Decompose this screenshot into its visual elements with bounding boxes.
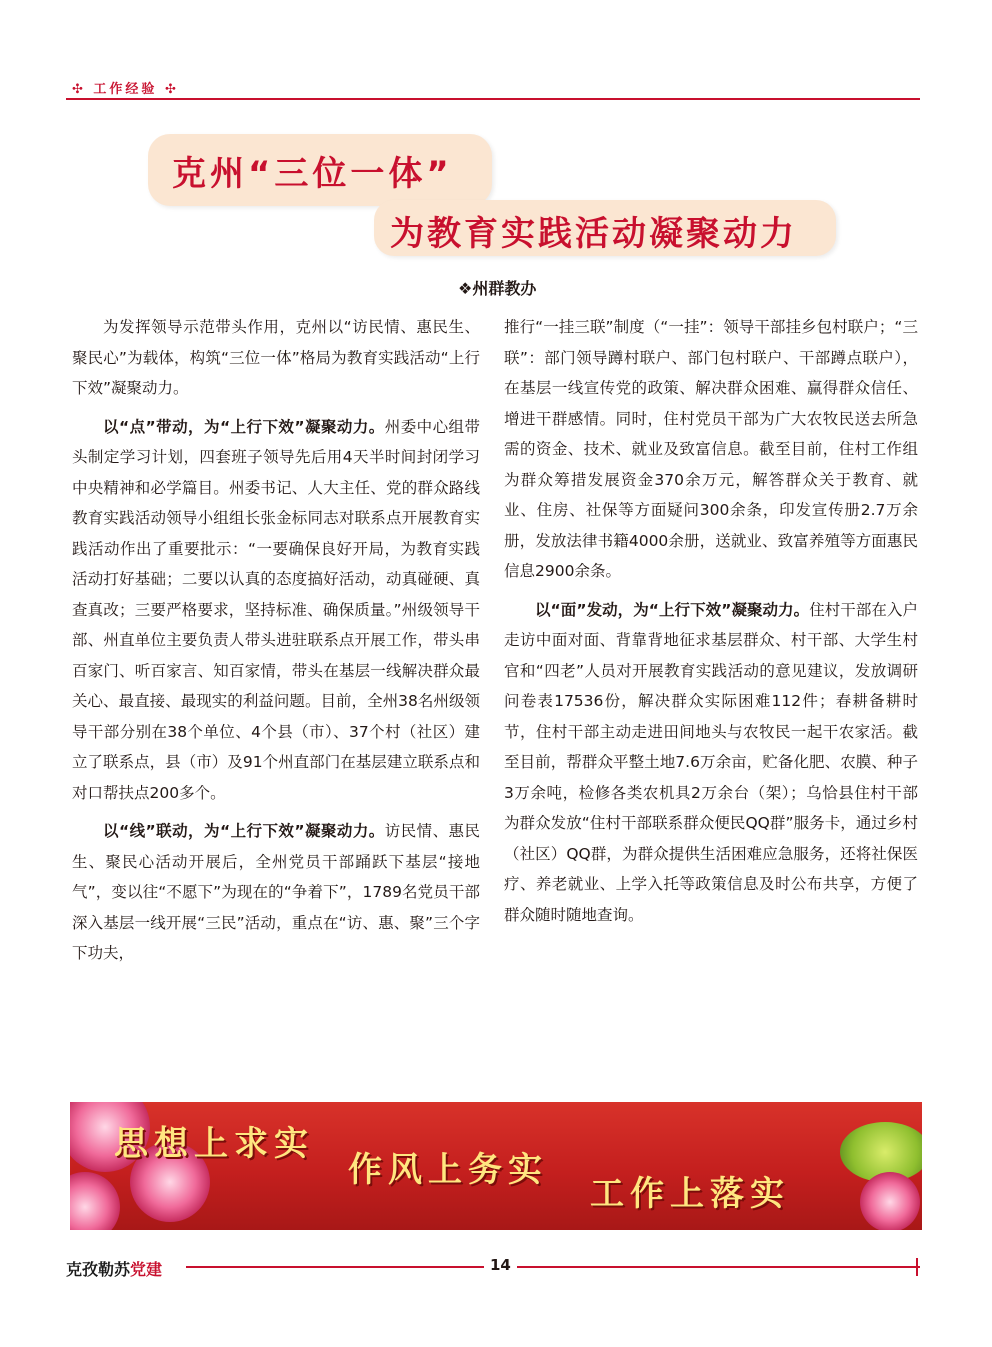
footer-divider [186, 1266, 920, 1268]
surface-heading: 以“面”发动，为“上行下效”凝聚动力。 [535, 600, 810, 619]
section-tag: ✣ 工作经验 ✣ [72, 82, 179, 97]
magazine-logo [66, 1257, 162, 1280]
article-title-line1: 克州“三位一体” [172, 154, 453, 194]
point-body: 州委中心组带头制定学习计划，四套班子领导先后用4天半时间封闭学习中央精神和必学篇目。州委书记、人大主任、党的群众路线教育实践活动领导小组组长张金标同志对联系点开展教育实践活动作出了重要批示：“一要确保良好开局，为教育实践活动打好基础；二要以认真的态度搞好活动，动真碰硬、真查真改；三要严格要求，坚持标准、确保质量。”州级领导干部、州直单位主要负责人带头进驻联系点开展工作，带头串百家门、听百家言、知百家情，带头在基层一线解决群众最关心、最直接、最现实的利益问题。目前，全州38名州级领导干部分别在38个单位、4个县（市）、37个村（社区）建立了联系点，县（市）及91个州直部门在基层建立联系点和对口帮扶点200多个。 [72, 417, 480, 802]
logo-accent-1: 党 [130, 1260, 147, 1279]
logo-text: 克孜勒苏 [66, 1260, 131, 1279]
peony-flower-icon [70, 1172, 120, 1230]
slogan-1: 思想上求实 [114, 1124, 314, 1164]
page-number: 14 [484, 1256, 517, 1274]
footer-end-mark [916, 1258, 918, 1276]
lotus-flower-icon [860, 1172, 920, 1230]
slogan-3: 工作上落实 [590, 1174, 790, 1214]
point-heading: 以“点”带动，为“上行下效”凝聚动力。 [103, 417, 385, 436]
continued-paragraph: 推行“一挂三联”制度（“一挂”：领导干部挂乡包村联户；“三联”：部门领导蹲村联户、部门包村联户、干部蹲点联户），在基层一线宣传党的政策、解决群众困难、赢得群众信任、增进干群感情。同时，住村党员干部为广大农牧民送去所急需的资金、技术、就业及致富信息。截至目前，住村工作组为群众筹措发展资金370余万元，解答群众关于教育、就业、住房、社保等方面疑问300余条，印发宣传册2.7万余册，发放法律书籍4000余册，送就业、致富养殖等方面惠民信息2900余条。 [504, 318, 918, 580]
header-divider [66, 98, 920, 100]
surface-paragraph [504, 595, 918, 931]
surface-body: 住村干部在入户走访中面对面、背靠背地征求基层群众、村干部、大学生村官和“四老”人员对开展教育实践活动的意见建议，发放调研问卷表17536份，解决群众实际困难112件；春耕备耕时节，住村干部主动走进田间地头与农牧民一起干农家活。截至目前，帮群众平整土地7.6万余亩，贮备化肥、农膜、种子3万余吨，检修各类农机具2万余台（架）；乌恰县住村干部为群众发放“住村干部联系群众便民QQ群”服务卡，通过乡村（社区）QQ群，为群众提供生活困难应急服务，还将社保医疗、养老就业、上学入托等政策信息及时公布共享，方便了群众随时随地查询。 [504, 600, 918, 924]
intro-paragraph: 为发挥领导示范带头作用，克州以“访民情、惠民生、聚民心”为载体，构筑“三位一体”格局为教育实践活动“上行下效”凝聚动力。 [72, 318, 480, 397]
right-column [504, 312, 918, 938]
point-paragraph [72, 412, 480, 809]
line-paragraph [72, 816, 480, 969]
line-body: 访民情、惠民生、聚民心活动开展后，全州党员干部踊跃下基层“接地气”，变以往“不愿下”为现在的“争着下”，1789名党员干部深入基层一线开展“三民”活动，重点在“访、惠、聚”三个字下功夫， [72, 822, 480, 962]
article-title-line2: 为教育实践活动凝聚动力 [390, 214, 797, 254]
slogan-banner [70, 1102, 922, 1230]
line-heading: 以“线”联动，为“上行下效”凝聚动力。 [103, 822, 385, 840]
article-author: ❖州群教办 [458, 279, 537, 298]
left-column [72, 312, 480, 977]
slogan-2: 作风上务实 [348, 1150, 548, 1190]
logo-accent-2: 建 [146, 1260, 163, 1279]
